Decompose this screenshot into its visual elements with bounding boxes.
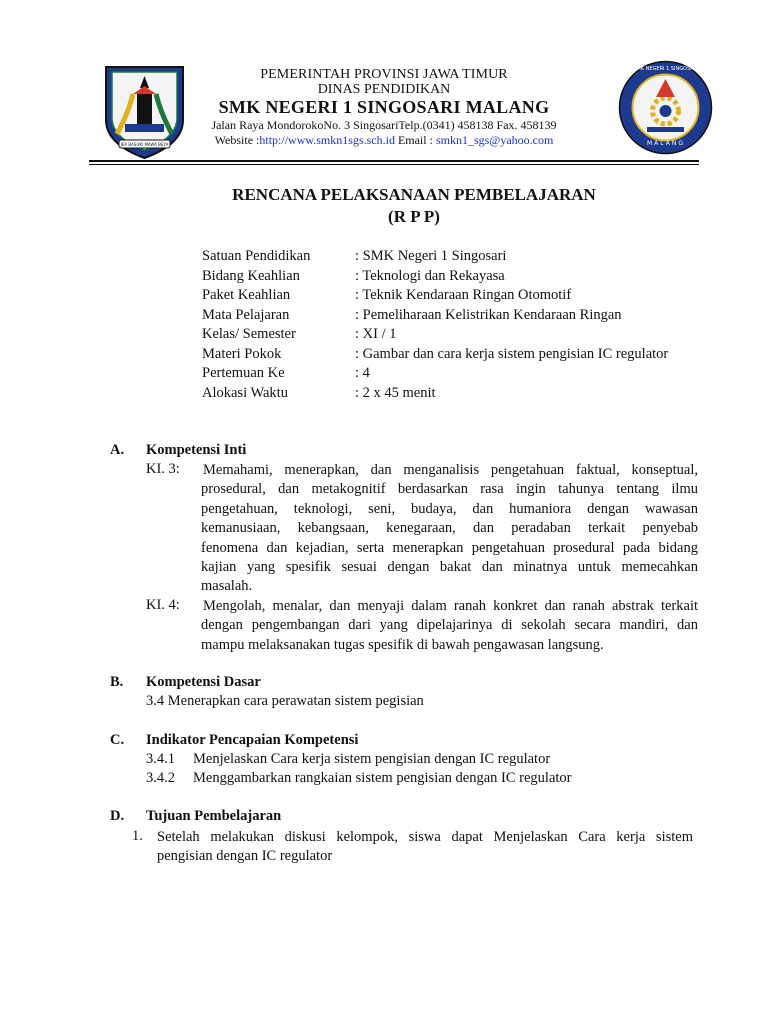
ki3-line: prosedural, dan metakognitif berdasarkan rasa ingin tahunya tentang ilmu	[201, 481, 698, 498]
objective-line: pengisian dengan IC regulator	[157, 848, 333, 865]
header-divider	[89, 160, 699, 162]
agency-line: DINAS PENDIDIKAN	[317, 82, 451, 97]
ki3-text	[201, 480, 698, 596]
identity-value: : Teknik Kendaraan Ringan Otomotif	[355, 287, 572, 303]
identity-value: : SMK Negeri 1 Singosari	[355, 248, 507, 264]
indicator-number: 3.4.2	[146, 770, 175, 786]
identity-value: : Gambar dan cara kerja sistem pengisian IC regulator	[355, 345, 669, 362]
emblem-banner-text: JER BASUKI MAWA BEYA	[120, 142, 169, 147]
identity-value: : 2 x 45 menit	[355, 384, 436, 401]
ki4-text	[201, 616, 698, 655]
ki3-line: kajian yang spesifik sesuai dengan bakat dan minatnya untuk memecahkan	[201, 558, 698, 575]
website-link[interactable]: http://www.smkn1sgs.sch.id	[259, 133, 395, 147]
section-b-letter: B.	[110, 674, 124, 690]
objective-number: 1.	[132, 828, 143, 844]
school-logo-ring-text: SMK NEGERI 1 SINGOSARI	[633, 66, 699, 72]
email-label: Email :	[394, 133, 436, 147]
ki3-line: pengetahuan, teknologi, seni, budaya, dan humaniora dengan wawasan	[201, 500, 698, 517]
identity-label: Satuan Pendidikan	[202, 248, 311, 264]
website-label: Website :	[214, 133, 260, 147]
identity-value: : Teknologi dan Rekayasa	[355, 267, 505, 284]
identity-label: Mata Pelajaran	[202, 306, 290, 323]
header-divider-thin	[89, 164, 699, 165]
identity-value: : XI / 1	[355, 326, 397, 342]
contact-line	[0, 133, 768, 148]
ki4-line: dengan pengembangan dari yang dipelajarinya di sekolah secara mandiri, dan	[201, 617, 698, 634]
objective-line: Setelah melakukan diskusi kelompok, siswa dapat Menjelaskan Cara kerja sistem	[157, 829, 693, 845]
identity-label: Bidang Keahlian	[202, 267, 300, 284]
identity-label: Paket Keahlian	[202, 287, 291, 303]
section-c-letter: C.	[110, 732, 125, 748]
identity-label: Alokasi Waktu	[202, 384, 288, 401]
doc-title: RENCANA PELAKSANAAN PEMBELAJARAN	[232, 185, 596, 204]
identity-label: Kelas/ Semester	[202, 326, 296, 342]
doc-subtitle: (R P P)	[388, 207, 440, 226]
ki3-code: KI. 3:	[146, 461, 180, 477]
ki3-first-line	[203, 461, 698, 480]
section-d-title: Tujuan Pembelajaran	[146, 808, 282, 824]
ki4-first-line	[203, 597, 698, 616]
gov-line: PEMERINTAH PROVINSI JAWA TIMUR	[260, 67, 508, 82]
ki3-line: masalah.	[201, 578, 253, 595]
indicator-text: Menjelaskan Cara kerja sistem pengisian dengan IC regulator	[193, 751, 551, 767]
school-address: Jalan Raya MondorokoNo. 3 SingosariTelp.(0341) 458138 Fax. 458139	[211, 118, 557, 132]
identity-value: : Pemeliharaan Kelistrikan Kendaraan Ringan	[355, 306, 622, 323]
ki4-code: KI. 4:	[146, 597, 180, 613]
ki4-line: mampu melaksanakan tugas spesifik di bawah pengawasan langsung.	[201, 636, 604, 653]
kd-item: 3.4 Menerapkan cara perawatan sistem pegisian	[146, 693, 424, 709]
indicator-number: 3.4.1	[146, 751, 175, 767]
school-logo-bottom-text: MALANG	[646, 140, 685, 147]
section-d-letter: D.	[110, 808, 125, 824]
section-c-title: Indikator Pencapaian Kompetensi	[146, 732, 359, 748]
ki4-line: Mengolah, menalar, dan menyaji dalam ranah konkret dan ranah abstrak terkait	[203, 598, 698, 614]
indicator-text: Menggambarkan rangkaian sistem pengisian dengan IC regulator	[193, 770, 572, 786]
ki3-line: fenomena dan kejadian, serta menerapkan pengetahuan prosedural pada bidang	[201, 539, 698, 556]
ki3-line: kemanusiaan, kebangsaan, kenegaraan, dan peradaban terkait penyebab	[201, 520, 698, 537]
section-b-title: Kompetensi Dasar	[146, 674, 261, 690]
identity-label: Materi Pokok	[202, 345, 282, 362]
email-link[interactable]: smkn1_sgs@yahoo.com	[435, 133, 554, 147]
objective-text	[157, 828, 693, 867]
section-a-title: Kompetensi Inti	[146, 442, 247, 458]
school-name: SMK NEGERI 1 SINGOSARI MALANG	[218, 97, 550, 117]
section-a-letter: A.	[110, 442, 125, 458]
identity-label: Pertemuan Ke	[202, 365, 285, 381]
ki3-line: Memahami, menerapkan, dan menganalisis pengetahuan faktual, konseptual,	[203, 462, 698, 478]
identity-value: : 4	[355, 365, 370, 381]
